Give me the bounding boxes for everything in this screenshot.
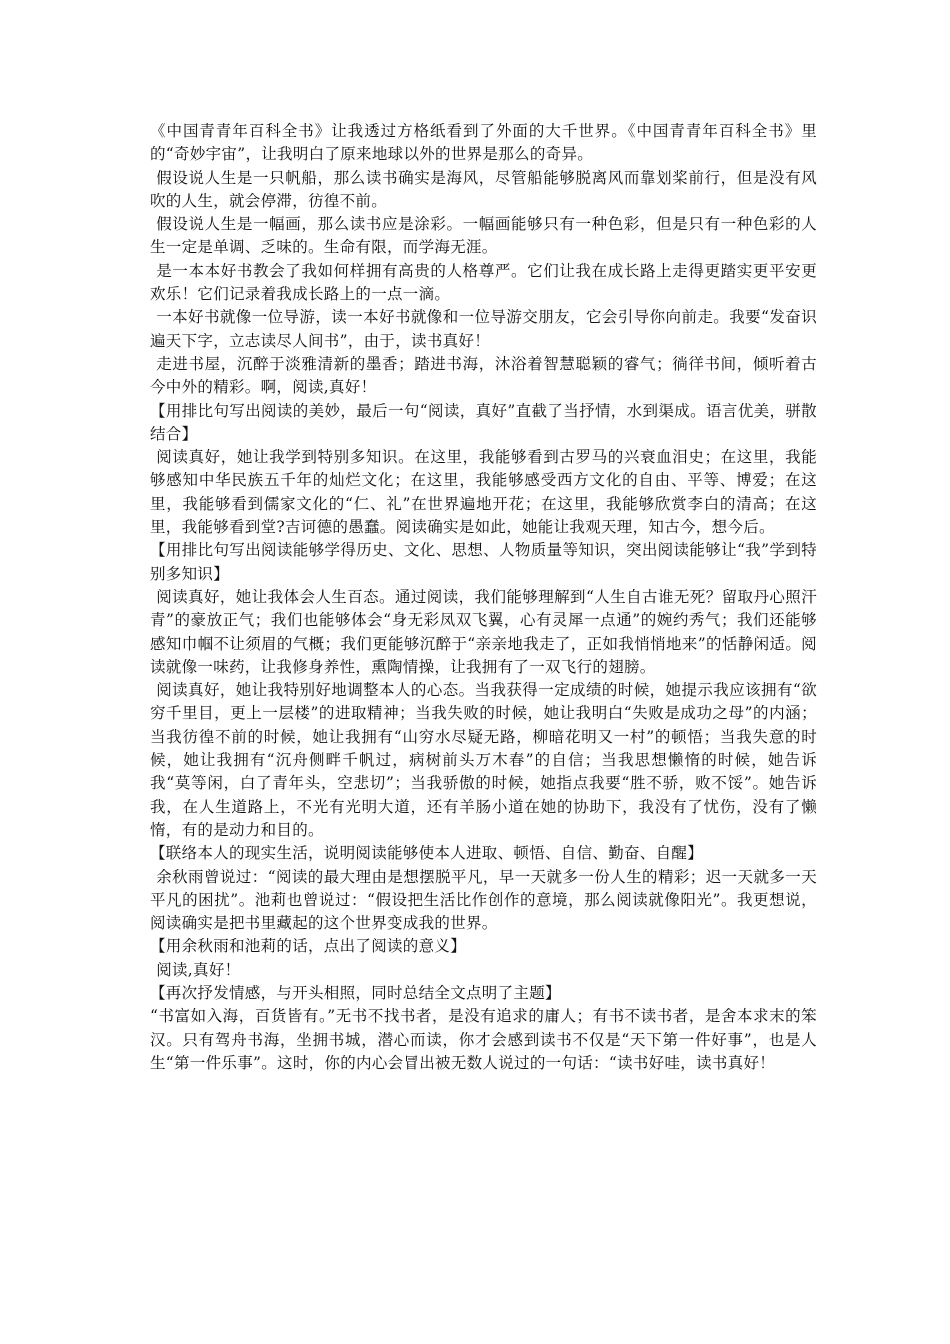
paragraph-knowledge: 阅读真好，她让我学到特别多知识。在这里，我能够看到古罗马的兴衰血泪史；在这里，我能够感知中华民族五千年的灿烂文化；在这里，我能够感受西方文化的自由、平等、博爱；在这里，我能够看到儒家文化的“仁、礼”在世界遍地开花；在这里，我能够欣赏李白的清高；在这里，我能够看到堂?吉诃德的愚蠢。阅读确实是如此，她能让我观天理，知古今，想今后。	[150, 448, 817, 537]
annotation-note: 【用余秋雨和池莉的话，点出了阅读的意义】	[150, 937, 467, 956]
paragraph-painting: 假设说人生是一幅画，那么读书应是涂彩。一幅画能够只有一种色彩，但是只有一种色彩的人生一定是单调、乏味的。生命有限，而学海无涯。	[150, 215, 817, 257]
annotation-note: 【联络本人的现实生活，说明阅读能够使本人进取、顿悟、自信、勤奋、自醒】	[150, 844, 704, 863]
paragraph-life-experience: 阅读真好，她让我体会人生百态。通过阅读，我们能够理解到“人生自古谁无死？留取丹心照汗青”的豪放正气；我们也能够体会“身无彩凤双飞翼，心有灵犀一点通”的婉约秀气；我们还能够感知巾帼不让须眉的气概；我们更能够沉醉于“亲亲地我走了，正如我悄悄地来”的恬静闲适。阅读就像一味药，让我修身养性，熏陶情操，让我拥有了一双飞行的翅膀。	[150, 587, 817, 676]
paragraph-sailboat: 假设说人生是一只帆船，那么读书确实是海风，尽管船能够脱离风而靠划桨前行，但是没有风吹的人生，就会停滞，彷徨不前。	[150, 168, 817, 210]
document-body	[150, 120, 817, 1075]
paragraph-conclusion: “书富如入海，百货皆有。”无书不找书者，是没有追求的庸人；有书不读书者，是舍本求末的笨汉。只有驾舟书海，坐拥书城，潜心而读，你才会感到读书不仅是“天下第一件好事”，也是人生“第一件乐事”。这时，你的内心会冒出被无数人说过的一句话：“读书好哇，读书真好！	[150, 1007, 817, 1072]
paragraph-quotes: 余秋雨曾说过：“阅读的最大理由是想摆脱平凡，早一天就多一份人生的精彩；迟一天就多一天平凡的困扰”。池莉也曾说过：“假设把生活比作创作的意境，那么阅读就像阳光”。我更想说，阅读确实是把书里藏起的这个世界变成我的世界。	[150, 867, 817, 933]
annotation-note: 【用排比句写出阅读能够学得历史、文化、思想、人物质量等知识，突出阅读能够让“我”学到特别多知识】	[150, 541, 817, 583]
paragraph-good-books: 是一本本好书教会了我如何样拥有高贵的人格尊严。它们让我在成长路上走得更踏实更平安更欢乐！它们记录着我成长路上的一点一滴。	[150, 261, 817, 304]
annotation-note: 【用排比句写出阅读的美妙，最后一句“阅读，真好”直截了当抒情，水到渠成。语言优美，骈散结合】	[150, 401, 817, 443]
paragraph-bookhouse: 走进书屋，沉醉于淡雅清新的墨香；踏进书海，沐浴着智慧聪颖的睿气；徜徉书间，倾听着古今中外的精彩。啊，阅读,真好！	[150, 354, 817, 397]
annotation-note: 【再次抒发情感，与开头相照，同时总结全文点明了主题】	[150, 983, 561, 1002]
paragraph-tour-guide: 一本好书就像一位导游，读一本好书就像和一位导游交朋友，它会引导你向前走。我要“发奋识遍天下字，立志读尽人间书”，由于，读书真好！	[150, 308, 817, 350]
paragraph-exclamation: 阅读,真好！	[156, 960, 241, 979]
paragraph-encyclopedia: 《中国青青年百科全书》让我透过方格纸看到了外面的大千世界。《中国青青年百科全书》里的“奇妙宇宙”，让我明白了原来地球以外的世界是那么的奇异。	[150, 122, 817, 164]
paragraph-mindset: 阅读真好，她让我特别好地调整本人的心态。当我获得一定成绩的时候，她提示我应该拥有“欲穷千里目，更上一层楼”的进取精神；当我失败的时候，她让我明白“失败是成功之母”的内涵；当我彷徨不前的时候，她让我拥有“山穷水尽疑无路，柳暗花明又一村”的顿悟；当我失意的时候，她让我拥有“沉舟侧畔千帆过，病树前头万木春”的自信；当我思想懒惰的时候，她告诉我“莫等闲，白了青年头，空悲切”；当我骄傲的时候，她指点我要“胜不骄，败不馁”。她告诉我，在人生道路上，不光有光明大道，还有羊肠小道在她的协助下，我没有了忧伤，没有了懒惰，有的是动力和目的。	[150, 681, 817, 839]
